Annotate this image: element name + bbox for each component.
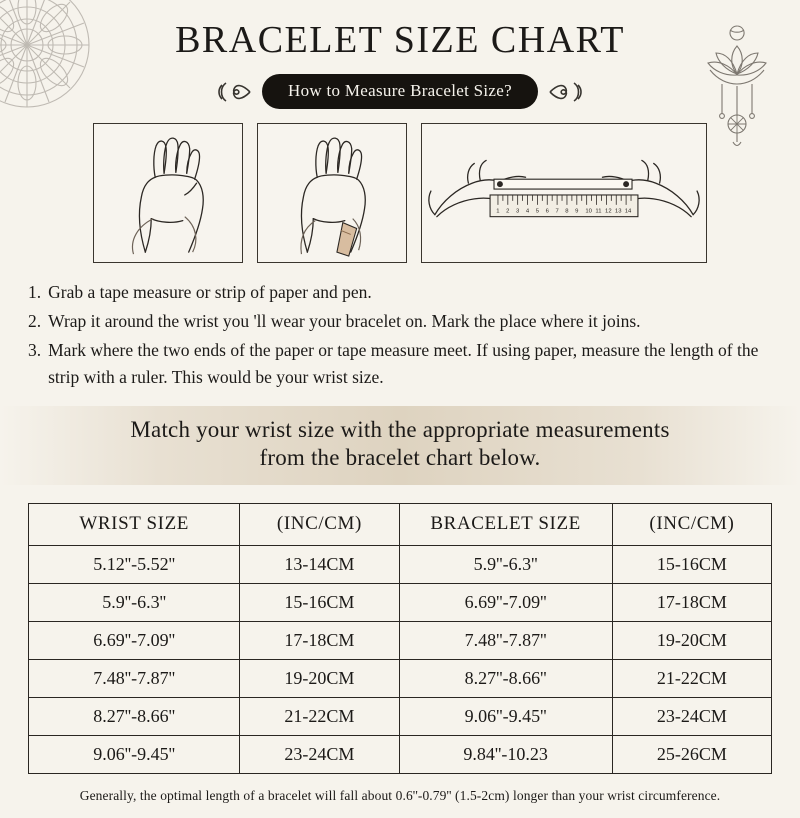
cell-wrist-cm: 13-14CM [240,546,399,584]
match-banner [0,406,800,486]
hand-with-paper-strip-illustration [257,123,407,263]
steps-list [28,279,772,392]
svg-text:8: 8 [565,208,569,215]
cell-wrist-cm: 21-22CM [240,698,399,736]
list-item [28,308,772,335]
list-item [28,279,772,306]
footnote: Generally, the optimal length of a bracelet will fall about 0.6''-0.79'' (1.5-2cm) longer than your wrist circumference. [79,788,721,803]
size-table [28,503,772,774]
step-text: Grab a tape measure or strip of paper and pen. [48,282,372,302]
cell-bracelet-inch: 5.9''-6.3'' [399,546,612,584]
illustration-row [0,123,800,263]
step-text: Mark where the two ends of the paper or tape measure meet. If using paper, measure the length of the strip with a ruler. This would be your wrist size. [48,340,759,388]
cell-bracelet-inch: 9.06''-9.45'' [399,698,612,736]
table-row [29,660,772,698]
table-row [29,736,772,774]
cell-bracelet-inch: 7.48''-7.87'' [399,622,612,660]
step-text: Wrap it around the wrist you 'll wear your bracelet on. Mark the place where it joins. [48,311,641,332]
hand-with-string-illustration [93,123,243,263]
cell-wrist-inch: 7.48''-7.87'' [29,660,240,698]
svg-text:1: 1 [496,208,500,215]
table-row [29,622,772,660]
column-header-bracelet-size: BRACELET SIZE [399,504,612,546]
svg-text:9: 9 [575,208,579,215]
cell-bracelet-inch: 9.84''-10.23 [399,736,612,774]
cell-wrist-inch: 6.69''-7.09'' [29,622,240,660]
svg-text:12: 12 [605,208,612,215]
table-row [29,698,772,736]
cell-bracelet-cm: 17-18CM [612,584,771,622]
cell-bracelet-cm: 15-16CM [612,546,771,584]
svg-text:2: 2 [506,208,510,215]
svg-text:14: 14 [624,208,632,215]
cell-wrist-inch: 8.27''-8.66'' [29,698,240,736]
subtitle-row [0,74,800,109]
svg-text:4: 4 [525,208,530,215]
cell-bracelet-inch: 6.69''-7.09'' [399,584,612,622]
cell-bracelet-cm: 23-24CM [612,698,771,736]
cell-wrist-inch: 5.12''-5.52'' [29,546,240,584]
cell-wrist-inch: 9.06''-9.45'' [29,736,240,774]
svg-text:7: 7 [555,208,559,215]
match-banner-line-2: from the bracelet chart below. [259,445,541,471]
cell-bracelet-inch: 8.27''-8.66'' [399,660,612,698]
cell-bracelet-cm: 21-22CM [612,660,771,698]
match-banner-line-1: Match your wrist size with the appropriate measurements [130,416,670,442]
step-number: 3. [28,340,42,361]
cell-wrist-cm: 17-18CM [240,622,399,660]
subtitle-badge: How to Measure Bracelet Size? [262,74,538,109]
svg-text:13: 13 [614,208,622,215]
column-header-bracelet-units: (INC/CM) [612,504,771,546]
table-row [29,584,772,622]
flourish-icon [218,79,252,105]
cell-bracelet-cm: 25-26CM [612,736,771,774]
flourish-icon [548,79,582,105]
hands-measuring-with-ruler-illustration [421,123,707,263]
list-item [28,337,772,391]
column-header-wrist-units: (INC/CM) [240,504,399,546]
svg-text:11: 11 [595,208,602,215]
svg-text:6: 6 [545,208,549,215]
cell-wrist-inch: 5.9''-6.3'' [29,584,240,622]
svg-text:10: 10 [585,208,592,215]
svg-text:5: 5 [535,208,540,215]
page-title: BRACELET SIZE CHART [175,19,625,61]
svg-text:3: 3 [516,208,520,215]
step-number: 2. [28,311,42,332]
table-header-row [29,504,772,546]
step-number: 1. [28,282,42,302]
cell-wrist-cm: 19-20CM [240,660,399,698]
cell-wrist-cm: 15-16CM [240,584,399,622]
column-header-wrist-size: WRIST SIZE [29,504,240,546]
cell-bracelet-cm: 19-20CM [612,622,771,660]
table-row [29,546,772,584]
cell-wrist-cm: 23-24CM [240,736,399,774]
